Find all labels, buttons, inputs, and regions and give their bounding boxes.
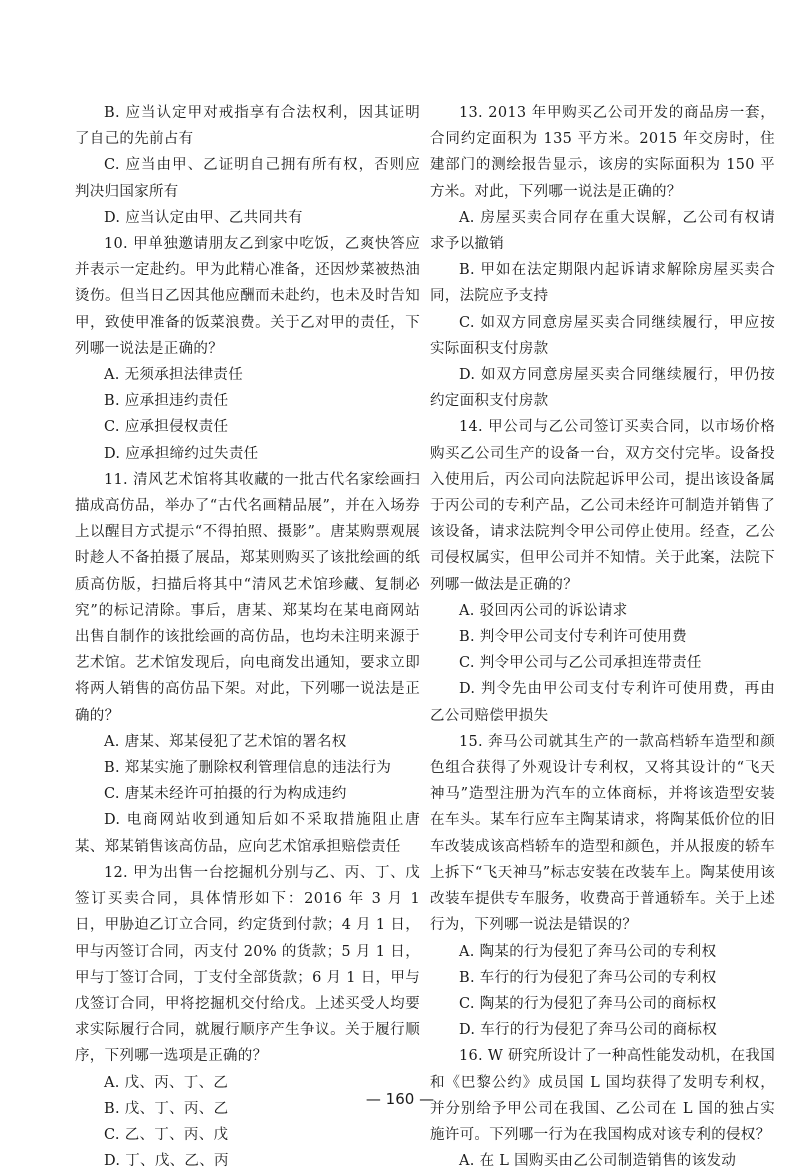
q15-option-b: B. 车行的行为侵犯了奔马公司的专利权	[459, 969, 717, 986]
q10-option-b: B. 应承担违约责任	[104, 393, 229, 410]
q15-option-a: A. 陶某的行为侵犯了奔马公司的专利权	[459, 943, 717, 960]
q14-option-a: A. 驳回丙公司的诉讼请求	[459, 602, 628, 619]
q15-option-d: D. 车行的行为侵犯了奔马公司的商标权	[459, 1022, 718, 1039]
question-11: 11. 清风艺术馆将其收藏的一批古代名家绘画扫描成高仿品，举办了“古代名画精品展”，并在入场券上以醒目方式提示“不得拍照、摄影”。唐某购票观展时趁人不备拍摄了展品，郑某则购买了该批绘画的纸质高仿版，扫描后将其中“清风艺术馆珍藏、复制必究”的标记清除。事后，唐某、郑某均在某电商网站出售自制作的该批绘画的高仿品，也均未注明来源于艺术馆。艺术馆发现后，向电商发出通知，要求立即将两人销售的高仿品下架。对此，下列哪一说法是正确的？	[75, 471, 420, 724]
q12-option-b: B. 戊、丁、丙、乙	[104, 1100, 229, 1117]
question-13: 13. 2013 年甲购买乙公司开发的商品房一套，合同约定面积为 135 平方米。2015 年交房时，住建部门的测绘报告显示，该房的实际面积为 150 平方米。对此，下列哪一说法是正确的？	[430, 105, 775, 200]
q9-option-b: B. 应当认定甲对戒指享有合法权利，因其证明了自己的先前占有	[75, 105, 420, 148]
q10-option-a: A. 无须承担法律责任	[104, 367, 243, 384]
q14-option-c: C. 判令甲公司与乙公司承担连带责任	[459, 655, 702, 672]
q11-option-d: D. 电商网站收到通知后如不采取措施阻止唐某、郑某销售该高仿品，应向艺术馆承担赔偿责任	[75, 812, 420, 855]
q13-option-b: B. 甲如在法定期限内起诉请求解除房屋买卖合同，法院应予支持	[430, 262, 775, 305]
right-column	[430, 100, 775, 1174]
q15-option-c: C. 陶某的行为侵犯了奔马公司的商标权	[459, 995, 717, 1012]
q9-option-c: C. 应当由甲、乙证明自己拥有所有权，否则应判决归国家所有	[75, 157, 420, 200]
page-number: — 160 —	[365, 1090, 435, 1108]
q11-option-c: C. 唐某未经许可拍摄的行为构成违约	[104, 786, 347, 803]
q9-option-d: D. 应当认定由甲、乙共同共有	[104, 209, 303, 226]
question-15: 15. 奔马公司就其生产的一款高档轿车造型和颜色组合获得了外观设计专利权，又将其设计的“飞天神马”造型注册为汽车的立体商标，并将该造型安装在车头。某车行应车主陶某请求，将陶某低价位的旧车改装成该高档轿车的造型和颜色，并从报废的轿车上拆下“飞天神马”标志安装在改装车上。陶某使用该改装车提供专车服务，收费高于普通轿车。关于上述行为，下列哪一说法是错误的？	[430, 733, 775, 934]
q10-option-c: C. 应承担侵权责任	[104, 419, 229, 436]
question-12: 12. 甲为出售一台挖掘机分别与乙、丙、丁、戊签订买卖合同，具体情形如下：2016 年 3 月 1 日，甲胁迫乙订立合同，约定货到付款；4 月 1 日，甲与丙签订合同，丙支付 20% 的货款；5 月 1 日，甲与丁签订合同，丁支付全部货款；6 月 1 日，甲与戊签订合同，甲将挖掘机交付给戊。上述买受人均要求实际履行合同，就履行顺序产生争议。关于履行顺序，下列哪一选项是正确的？	[75, 864, 420, 1065]
question-14: 14. 甲公司与乙公司签订买卖合同，以市场价格购买乙公司生产的设备一台，双方交付完毕。设备投入使用后，丙公司向法院起诉甲公司，提出该设备属于丙公司的专利产品，乙公司未经许可制造并销售了该设备，请求法院判令甲公司停止使用。经查，乙公司侵权属实，但甲公司并不知情。关于此案，法院下列哪一做法是正确的？	[430, 419, 775, 593]
q13-option-a: A. 房屋买卖合同存在重大误解，乙公司有权请求予以撤销	[430, 209, 775, 253]
q11-option-b: B. 郑某实施了删除权利管理信息的违法行为	[104, 760, 392, 777]
q14-option-d: D. 判令先由甲公司支付专利许可使用费，再由乙公司赔偿甲损失	[430, 681, 775, 724]
q14-option-b: B. 判令甲公司支付专利许可使用费	[459, 629, 687, 646]
left-column	[75, 100, 420, 1174]
q16-option-a: A. 在 L 国购买由乙公司制造销售的该发动	[459, 1153, 737, 1170]
q12-option-a: A. 戊、丙、丁、乙	[104, 1074, 229, 1091]
question-16: 16. W 研究所设计了一种高性能发动机，在我国和《巴黎公约》成员国 L 国均获得了发明专利权，并分别给予甲公司在我国、乙公司在 L 国的独占实施许可。下列哪一行为在我国构成对该专利的侵权？	[430, 1048, 775, 1143]
q12-option-d: D. 丁、戊、乙、丙	[104, 1153, 229, 1170]
q11-option-a: A. 唐某、郑某侵犯了艺术馆的署名权	[104, 733, 347, 750]
q13-option-c: C. 如双方同意房屋买卖合同继续履行，甲应按实际面积支付房款	[430, 314, 775, 357]
q10-option-d: D. 应承担缔约过失责任	[104, 445, 259, 462]
question-10: 10. 甲单独邀请朋友乙到家中吃饭，乙爽快答应并表示一定赴约。甲为此精心准备，还因炒菜被热油烫伤。但当日乙因其他应酬而未赴约，也未及时告知甲，致使甲准备的饭菜浪费。关于乙对甲的责任，下列哪一说法是正确的？	[75, 236, 420, 357]
q13-option-d: D. 如双方同意房屋买卖合同继续履行，甲仍按约定面积支付房款	[430, 367, 775, 410]
q12-option-c: C. 乙、丁、丙、戊	[104, 1126, 229, 1143]
